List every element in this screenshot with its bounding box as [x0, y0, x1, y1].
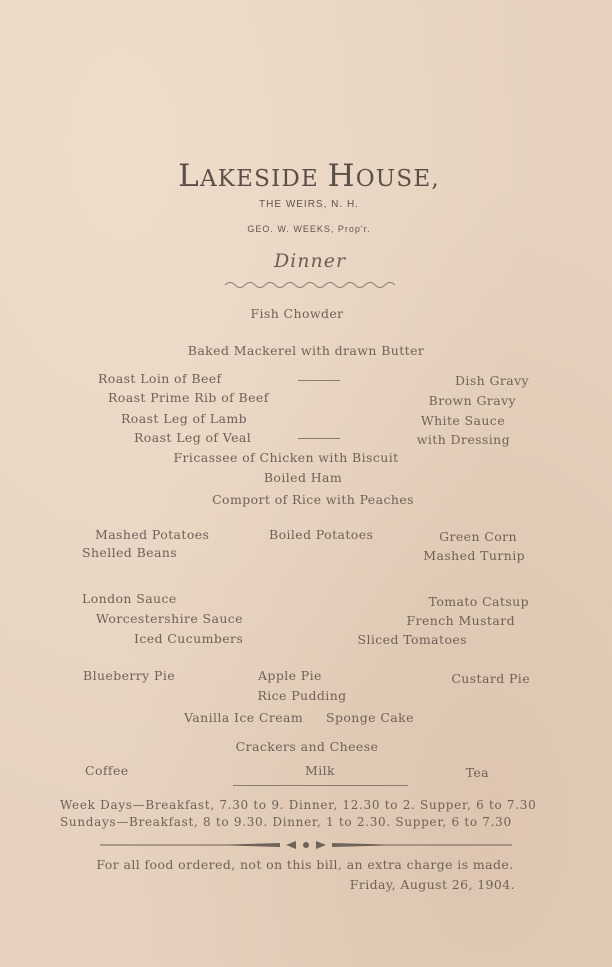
- drink-item: Coffee: [85, 763, 129, 778]
- vegetable-item: Mashed Potatoes: [95, 527, 210, 542]
- roast-item: Roast Leg of Veal: [134, 430, 252, 445]
- gravy-item: with Dressing: [416, 432, 510, 447]
- relish-item: Sliced Tomatoes: [357, 632, 467, 647]
- boiled-item: Boiled Ham: [263, 470, 343, 485]
- soup-item: Fish Chowder: [250, 306, 344, 321]
- vegetable-item: Shelled Beans: [82, 545, 178, 560]
- drink-item: Milk: [305, 763, 335, 778]
- section-rule: [233, 785, 408, 786]
- entree-item: Fricassee of Chicken with Biscuit: [173, 450, 399, 465]
- title-initial-h: H: [327, 158, 356, 194]
- hotel-name: [178, 158, 440, 194]
- menu-date: Friday, August 26, 1904.: [349, 877, 515, 892]
- dash-rule: [298, 380, 340, 381]
- dessert-item: Custard Pie: [451, 671, 530, 686]
- hours-week-days: Week Days—Breakfast, 7.30 to 9. Dinner, 12.30 to 2. Supper, 6 to 7.30: [60, 798, 537, 812]
- extra-charge-notice: For all food ordered, not on this bill, an extra charge is made.: [96, 857, 514, 872]
- relish-item: Iced Cucumbers: [134, 631, 244, 646]
- gravy-item: Brown Gravy: [428, 393, 516, 408]
- vegetable-item: Mashed Turnip: [423, 548, 525, 563]
- gravy-item: White Sauce: [420, 413, 505, 428]
- roast-item: Roast Prime Rib of Beef: [108, 390, 269, 405]
- location-line: THE WEIRS, N. H.: [259, 199, 359, 210]
- hours-sundays: Sundays—Breakfast, 8 to 9.30. Dinner, 1 to 2.30. Supper, 6 to 7.30: [60, 815, 512, 829]
- relish-item: French Mustard: [406, 613, 515, 628]
- dessert-item: Rice Pudding: [257, 688, 347, 703]
- title-part-2: OUSE,: [355, 166, 440, 192]
- fish-item: Baked Mackerel with drawn Butter: [187, 343, 425, 358]
- roast-item: Roast Leg of Lamb: [121, 411, 248, 426]
- proprietor-line: GEO. W. WEEKS, Prop'r.: [247, 224, 371, 234]
- ornamental-divider: [100, 838, 512, 852]
- vegetable-item: Boiled Potatoes: [269, 527, 374, 542]
- dessert-item: Crackers and Cheese: [235, 739, 379, 754]
- title-initial-l: L: [178, 158, 200, 194]
- relish-item: Tomato Catsup: [428, 594, 529, 609]
- dessert-item: Apple Pie: [258, 668, 322, 683]
- vegetable-item: Green Corn: [439, 529, 517, 544]
- roast-item: Roast Loin of Beef: [98, 371, 222, 386]
- relish-item: London Sauce: [82, 591, 177, 606]
- wavy-ornament-divider: [225, 280, 395, 290]
- dessert-item: Sponge Cake: [326, 710, 414, 725]
- meal-heading: Dinner: [273, 250, 347, 272]
- title-part-1: AKESIDE: [199, 166, 328, 192]
- dessert-item: Blueberry Pie: [83, 668, 176, 683]
- comport-item: Comport of Rice with Peaches: [212, 492, 414, 507]
- dash-rule: [298, 438, 340, 439]
- dessert-item: Vanilla Ice Cream: [184, 710, 304, 725]
- relish-item: Worcestershire Sauce: [96, 611, 243, 626]
- drink-item: Tea: [465, 765, 489, 780]
- gravy-item: Dish Gravy: [455, 373, 529, 388]
